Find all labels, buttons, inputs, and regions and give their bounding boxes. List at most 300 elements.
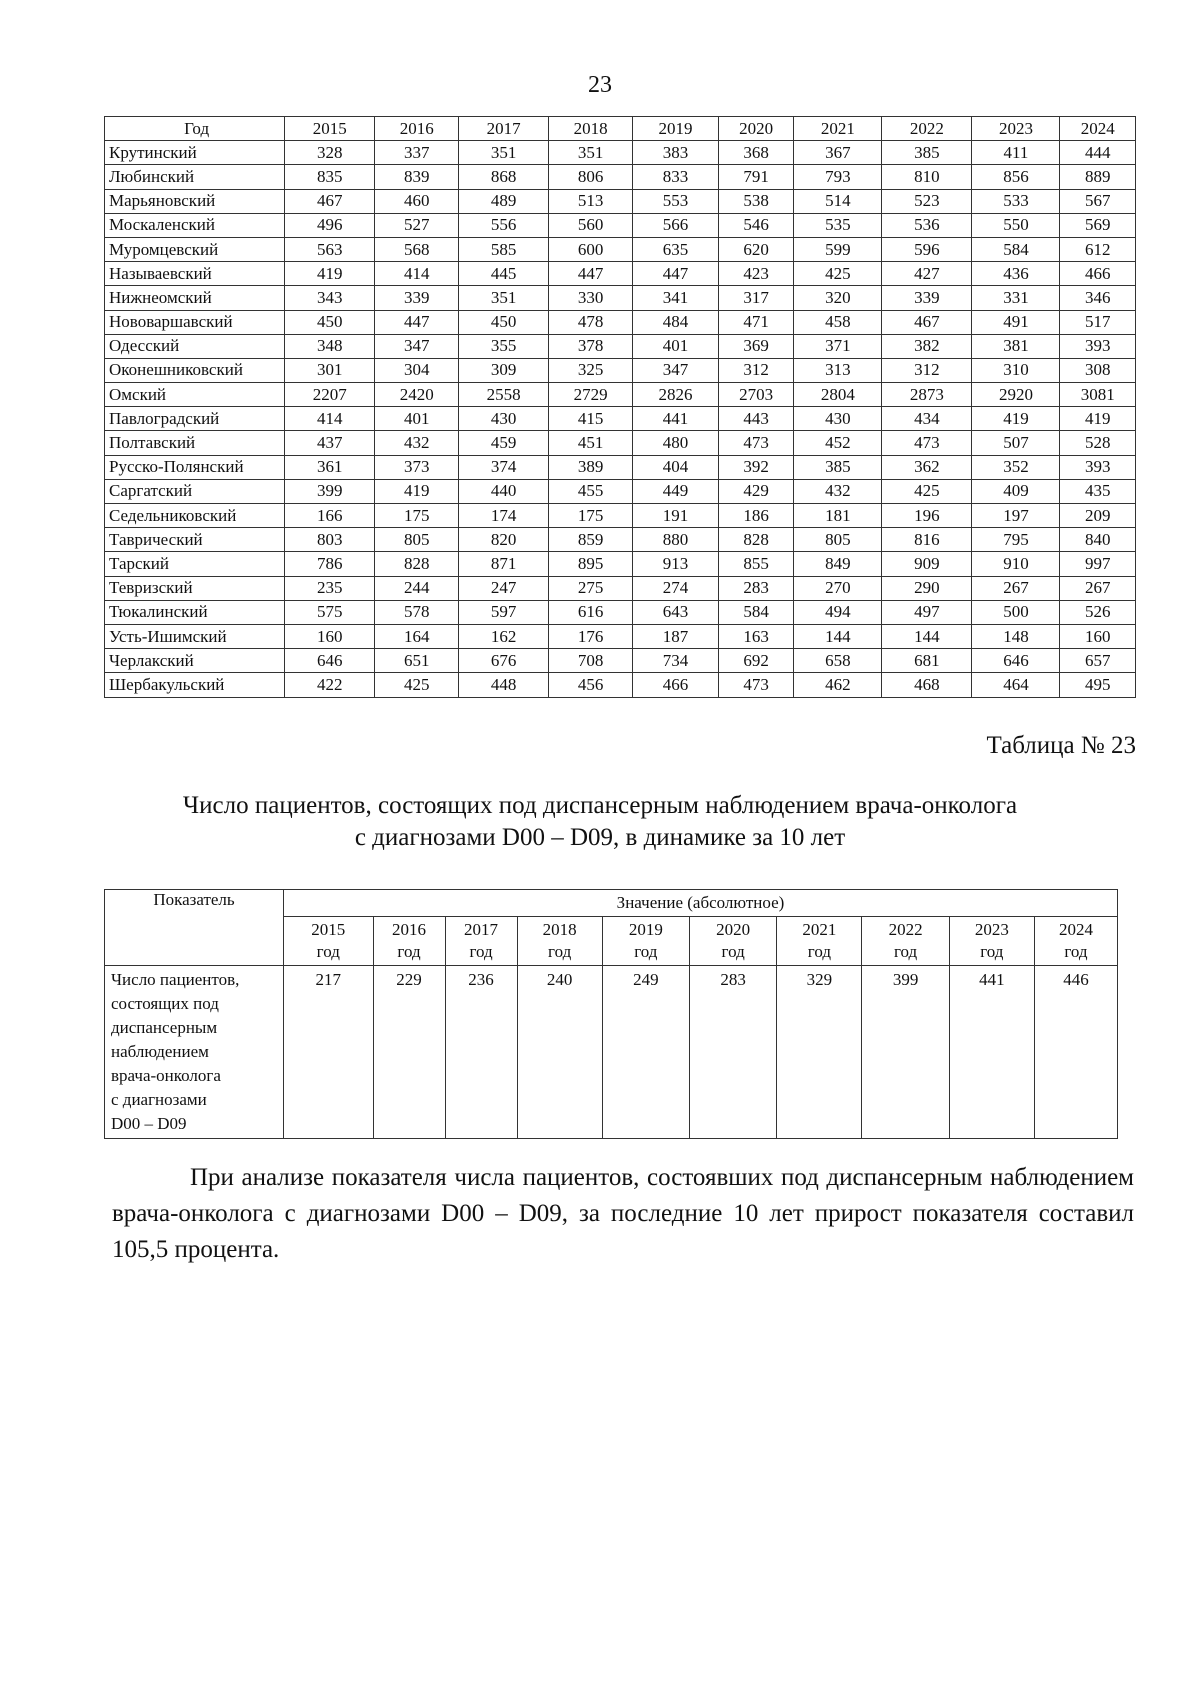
table-row <box>105 479 1136 503</box>
table-row <box>105 189 1136 213</box>
year-suffix: год <box>893 942 918 961</box>
table-cell: 460 <box>375 189 459 213</box>
table-cell: 191 <box>633 504 719 528</box>
table-cell: 2873 <box>882 383 972 407</box>
table-cell: 471 <box>718 310 793 334</box>
table-row <box>105 504 1136 528</box>
district-name: Павлоградский <box>105 407 285 431</box>
table-row <box>105 237 1136 261</box>
table-cell: 449 <box>633 479 719 503</box>
district-name: Марьяновский <box>105 189 285 213</box>
table-header-row <box>105 890 1118 917</box>
table-cell: 343 <box>285 286 375 310</box>
district-name: Таврический <box>105 528 285 552</box>
table-cell: 513 <box>549 189 633 213</box>
indicator-label <box>105 966 284 1139</box>
table-cell: 337 <box>375 141 459 165</box>
year-suffix: год <box>316 942 340 961</box>
table-cell: 500 <box>972 600 1060 624</box>
table-cell: 373 <box>375 455 459 479</box>
dispensary-table <box>104 889 1118 1139</box>
table-row <box>105 334 1136 358</box>
table-cell: 247 <box>459 576 549 600</box>
column-header-year <box>690 917 777 966</box>
table-cell: 468 <box>882 673 972 697</box>
indicator-label-line: диспансерным <box>111 1018 218 1037</box>
table-cell: 419 <box>972 407 1060 431</box>
table-cell: 2558 <box>459 383 549 407</box>
table-cell: 791 <box>718 165 793 189</box>
table-cell: 425 <box>882 479 972 503</box>
table-cell: 446 <box>1034 966 1117 1139</box>
value-header: Значение (абсолютное) <box>284 890 1118 917</box>
table-cell: 267 <box>1060 576 1136 600</box>
table-cell: 320 <box>794 286 882 310</box>
table-row <box>105 262 1136 286</box>
table-cell: 2920 <box>972 383 1060 407</box>
table-cell: 849 <box>794 552 882 576</box>
district-name: Русско-Полянский <box>105 455 285 479</box>
column-header-year <box>777 917 862 966</box>
district-name: Одесский <box>105 334 285 358</box>
table-row <box>105 673 1136 697</box>
table-row <box>105 552 1136 576</box>
table-cell: 176 <box>549 624 633 648</box>
table-cell: 455 <box>549 479 633 503</box>
table-cell: 833 <box>633 165 719 189</box>
table-cell: 399 <box>862 966 949 1139</box>
year-number: 2018 <box>542 920 577 939</box>
table-cell: 441 <box>949 966 1034 1139</box>
district-name: Муромцевский <box>105 237 285 261</box>
district-name: Седельниковский <box>105 504 285 528</box>
table-cell: 401 <box>375 407 459 431</box>
column-header-year <box>373 917 445 966</box>
district-name: Омский <box>105 383 285 407</box>
table-cell: 489 <box>459 189 549 213</box>
table-cell: 385 <box>794 455 882 479</box>
table-cell: 536 <box>882 213 972 237</box>
table-cell: 497 <box>882 600 972 624</box>
table-cell: 448 <box>459 673 549 697</box>
table-cell: 528 <box>1060 431 1136 455</box>
table-cell: 868 <box>459 165 549 189</box>
district-name: Называевский <box>105 262 285 286</box>
table-cell: 805 <box>375 528 459 552</box>
table-cell: 803 <box>285 528 375 552</box>
table-cell: 144 <box>882 624 972 648</box>
table-cell: 308 <box>1060 358 1136 382</box>
table-cell: 635 <box>633 237 719 261</box>
table-cell: 3081 <box>1060 383 1136 407</box>
table-cell: 301 <box>285 358 375 382</box>
table-cell: 805 <box>794 528 882 552</box>
table-cell: 584 <box>972 237 1060 261</box>
table-cell: 478 <box>549 310 633 334</box>
table-cell: 568 <box>375 237 459 261</box>
table-cell: 160 <box>285 624 375 648</box>
table-cell: 437 <box>285 431 375 455</box>
district-name: Тарский <box>105 552 285 576</box>
table-row <box>105 310 1136 334</box>
table-cell: 310 <box>972 358 1060 382</box>
table-cell: 312 <box>718 358 793 382</box>
table-cell: 569 <box>1060 213 1136 237</box>
column-header-year <box>517 917 602 966</box>
table-cell: 889 <box>1060 165 1136 189</box>
column-header-year <box>284 917 374 966</box>
table-cell: 997 <box>1060 552 1136 576</box>
table-cell: 341 <box>633 286 719 310</box>
table-cell: 385 <box>882 141 972 165</box>
table-cell: 599 <box>794 237 882 261</box>
table-cell: 496 <box>285 213 375 237</box>
table-cell: 348 <box>285 334 375 358</box>
year-number: 2024 <box>1058 920 1093 939</box>
year-number: 2022 <box>888 920 923 939</box>
year-suffix: год <box>548 942 572 961</box>
table-cell: 793 <box>794 165 882 189</box>
year-suffix: год <box>721 942 745 961</box>
table-cell: 816 <box>882 528 972 552</box>
table-cell: 347 <box>375 334 459 358</box>
indicator-label-line: состоящих под <box>111 994 219 1013</box>
table-cell: 329 <box>777 966 862 1139</box>
table-cell: 309 <box>459 358 549 382</box>
table-cell: 275 <box>549 576 633 600</box>
indicator-header: Показатель <box>105 890 284 966</box>
table-cell: 164 <box>375 624 459 648</box>
table-title-line: Число пациентов, состоящих под диспансерным наблюдением врача-онколога <box>182 792 1018 819</box>
district-name: Любинский <box>105 165 285 189</box>
table-row <box>105 576 1136 600</box>
table-cell: 692 <box>718 649 793 673</box>
table-cell: 197 <box>972 504 1060 528</box>
table-cell: 160 <box>1060 624 1136 648</box>
table-cell: 856 <box>972 165 1060 189</box>
district-name: Тюкалинский <box>105 600 285 624</box>
column-header-year: 2016 <box>375 117 459 141</box>
indicator-label-line: врача-онколога <box>111 1066 221 1085</box>
table-cell: 283 <box>690 966 777 1139</box>
table-row <box>105 528 1136 552</box>
table-cell: 367 <box>794 141 882 165</box>
table-cell: 459 <box>459 431 549 455</box>
table-cell: 430 <box>794 407 882 431</box>
table-cell: 445 <box>459 262 549 286</box>
table-cell: 464 <box>972 673 1060 697</box>
year-suffix: год <box>807 942 831 961</box>
column-header-year <box>1034 917 1117 966</box>
table-row <box>105 649 1136 673</box>
district-name: Черлакский <box>105 649 285 673</box>
column-header-year: 2023 <box>972 117 1060 141</box>
district-name: Саргатский <box>105 479 285 503</box>
table-cell: 244 <box>375 576 459 600</box>
table-cell: 909 <box>882 552 972 576</box>
table-cell: 473 <box>882 431 972 455</box>
table-row <box>105 141 1136 165</box>
table-cell: 566 <box>633 213 719 237</box>
table-cell: 435 <box>1060 479 1136 503</box>
table-cell: 495 <box>1060 673 1136 697</box>
table-cell: 317 <box>718 286 793 310</box>
table-title <box>0 790 1200 854</box>
table-cell: 450 <box>459 310 549 334</box>
table-cell: 209 <box>1060 504 1136 528</box>
table-cell: 533 <box>972 189 1060 213</box>
table-cell: 616 <box>549 600 633 624</box>
table-cell: 466 <box>1060 262 1136 286</box>
table-cell: 828 <box>718 528 793 552</box>
table-cell: 458 <box>794 310 882 334</box>
table-cell: 249 <box>602 966 689 1139</box>
table-cell: 328 <box>285 141 375 165</box>
table-cell: 419 <box>1060 407 1136 431</box>
table-cell: 267 <box>972 576 1060 600</box>
table-cell: 399 <box>285 479 375 503</box>
table-cell: 414 <box>375 262 459 286</box>
table-cell: 217 <box>284 966 374 1139</box>
column-header-year: 2020 <box>718 117 793 141</box>
table-cell: 181 <box>794 504 882 528</box>
table-row <box>105 407 1136 431</box>
table-cell: 422 <box>285 673 375 697</box>
table-cell: 368 <box>718 141 793 165</box>
district-name: Тевризский <box>105 576 285 600</box>
table-header-row <box>105 117 1136 141</box>
table-row <box>105 966 1118 1139</box>
table-cell: 507 <box>972 431 1060 455</box>
indicator-label-line: D00 – D09 <box>111 1114 187 1133</box>
table-cell: 2703 <box>718 383 793 407</box>
table-cell: 806 <box>549 165 633 189</box>
table-cell: 330 <box>549 286 633 310</box>
table-row <box>105 213 1136 237</box>
table-cell: 444 <box>1060 141 1136 165</box>
table-cell: 441 <box>633 407 719 431</box>
table-cell: 563 <box>285 237 375 261</box>
table-cell: 484 <box>633 310 719 334</box>
table-cell: 186 <box>718 504 793 528</box>
district-name: Шербакульский <box>105 673 285 697</box>
table-cell: 2420 <box>375 383 459 407</box>
table-cell: 527 <box>375 213 459 237</box>
district-name: Усть-Ишимский <box>105 624 285 648</box>
table-cell: 174 <box>459 504 549 528</box>
table-cell: 304 <box>375 358 459 382</box>
table-cell: 871 <box>459 552 549 576</box>
table-row <box>105 624 1136 648</box>
table-cell: 734 <box>633 649 719 673</box>
table-cell: 404 <box>633 455 719 479</box>
table-cell: 196 <box>882 504 972 528</box>
table-cell: 351 <box>459 286 549 310</box>
district-name: Нижнеомский <box>105 286 285 310</box>
column-header-year <box>862 917 949 966</box>
table-cell: 393 <box>1060 455 1136 479</box>
district-name: Оконешниковский <box>105 358 285 382</box>
page-number: 23 <box>588 72 612 98</box>
table-cell: 828 <box>375 552 459 576</box>
table-cell: 166 <box>285 504 375 528</box>
year-number: 2021 <box>802 920 837 939</box>
table-cell: 523 <box>882 189 972 213</box>
table-cell: 550 <box>972 213 1060 237</box>
table-cell: 415 <box>549 407 633 431</box>
table-cell: 451 <box>549 431 633 455</box>
table-cell: 429 <box>718 479 793 503</box>
column-header-year: 2022 <box>882 117 972 141</box>
table-cell: 447 <box>633 262 719 286</box>
table-cell: 795 <box>972 528 1060 552</box>
table-cell: 235 <box>285 576 375 600</box>
district-name: Москаленский <box>105 213 285 237</box>
column-header-year <box>445 917 517 966</box>
column-header-year-label: Год <box>105 117 285 141</box>
table-cell: 708 <box>549 649 633 673</box>
district-name: Нововаршавский <box>105 310 285 334</box>
table-cell: 2826 <box>633 383 719 407</box>
table-cell: 553 <box>633 189 719 213</box>
column-header-year: 2015 <box>285 117 375 141</box>
table-cell: 585 <box>459 237 549 261</box>
table-cell: 175 <box>375 504 459 528</box>
table-cell: 401 <box>633 334 719 358</box>
column-header-year: 2019 <box>633 117 719 141</box>
table-cell: 466 <box>633 673 719 697</box>
column-header-year: 2018 <box>549 117 633 141</box>
table-cell: 325 <box>549 358 633 382</box>
column-header-year: 2024 <box>1060 117 1136 141</box>
table-cell: 419 <box>375 479 459 503</box>
table-cell: 355 <box>459 334 549 358</box>
table-cell: 409 <box>972 479 1060 503</box>
table-cell: 290 <box>882 576 972 600</box>
table-cell: 575 <box>285 600 375 624</box>
table-row <box>105 383 1136 407</box>
table-cell: 2729 <box>549 383 633 407</box>
district-name: Полтавский <box>105 431 285 455</box>
table-cell: 835 <box>285 165 375 189</box>
table-cell: 436 <box>972 262 1060 286</box>
table-cell: 913 <box>633 552 719 576</box>
table-cell: 144 <box>794 624 882 648</box>
table-row <box>105 600 1136 624</box>
table-cell: 362 <box>882 455 972 479</box>
table-cell: 567 <box>1060 189 1136 213</box>
table-cell: 643 <box>633 600 719 624</box>
year-number: 2020 <box>716 920 751 939</box>
table-cell: 382 <box>882 334 972 358</box>
table-cell: 351 <box>549 141 633 165</box>
table-row <box>105 358 1136 382</box>
table-cell: 352 <box>972 455 1060 479</box>
table-cell: 839 <box>375 165 459 189</box>
column-header-year: 2021 <box>794 117 882 141</box>
table-cell: 351 <box>459 141 549 165</box>
table-cell: 556 <box>459 213 549 237</box>
table-cell: 378 <box>549 334 633 358</box>
table-cell: 859 <box>549 528 633 552</box>
districts-table <box>104 116 1136 698</box>
table-cell: 584 <box>718 600 793 624</box>
table-cell: 163 <box>718 624 793 648</box>
table-cell: 2207 <box>285 383 375 407</box>
year-number: 2016 <box>392 920 427 939</box>
table-cell: 432 <box>375 431 459 455</box>
table-cell: 274 <box>633 576 719 600</box>
district-name: Крутинский <box>105 141 285 165</box>
table-cell: 538 <box>718 189 793 213</box>
table-cell: 535 <box>794 213 882 237</box>
table-cell: 597 <box>459 600 549 624</box>
indicator-label-line: наблюдением <box>111 1042 209 1061</box>
table-cell: 236 <box>445 966 517 1139</box>
table-cell: 786 <box>285 552 375 576</box>
column-header-year <box>602 917 689 966</box>
table-cell: 432 <box>794 479 882 503</box>
table-row <box>105 165 1136 189</box>
table-cell: 910 <box>972 552 1060 576</box>
table-cell: 339 <box>375 286 459 310</box>
table-cell: 646 <box>972 649 1060 673</box>
table-cell: 369 <box>718 334 793 358</box>
table-cell: 517 <box>1060 310 1136 334</box>
table-caption: Таблица № 23 <box>986 732 1136 759</box>
table-cell: 283 <box>718 576 793 600</box>
year-number: 2023 <box>974 920 1009 939</box>
table-cell: 392 <box>718 455 793 479</box>
table-cell: 840 <box>1060 528 1136 552</box>
table-cell: 339 <box>882 286 972 310</box>
table-cell: 347 <box>633 358 719 382</box>
table-cell: 389 <box>549 455 633 479</box>
table-cell: 895 <box>549 552 633 576</box>
table-row <box>105 431 1136 455</box>
table-cell: 880 <box>633 528 719 552</box>
table-cell: 646 <box>285 649 375 673</box>
indicator-label-line: с диагнозами <box>111 1090 207 1109</box>
table-cell: 187 <box>633 624 719 648</box>
table-cell: 452 <box>794 431 882 455</box>
table-cell: 658 <box>794 649 882 673</box>
table-cell: 361 <box>285 455 375 479</box>
table-cell: 578 <box>375 600 459 624</box>
table-cell: 514 <box>794 189 882 213</box>
table-cell: 810 <box>882 165 972 189</box>
table-cell: 676 <box>459 649 549 673</box>
year-number: 2017 <box>464 920 499 939</box>
table-cell: 411 <box>972 141 1060 165</box>
table-cell: 494 <box>794 600 882 624</box>
table-cell: 467 <box>285 189 375 213</box>
table-cell: 313 <box>794 358 882 382</box>
table-cell: 175 <box>549 504 633 528</box>
table-cell: 371 <box>794 334 882 358</box>
table-cell: 467 <box>882 310 972 334</box>
table-cell: 447 <box>549 262 633 286</box>
table-cell: 2804 <box>794 383 882 407</box>
table-cell: 381 <box>972 334 1060 358</box>
table-cell: 270 <box>794 576 882 600</box>
table-cell: 427 <box>882 262 972 286</box>
year-suffix: год <box>634 942 658 961</box>
table-cell: 560 <box>549 213 633 237</box>
table-cell: 383 <box>633 141 719 165</box>
column-header-year: 2017 <box>459 117 549 141</box>
table-cell: 346 <box>1060 286 1136 310</box>
